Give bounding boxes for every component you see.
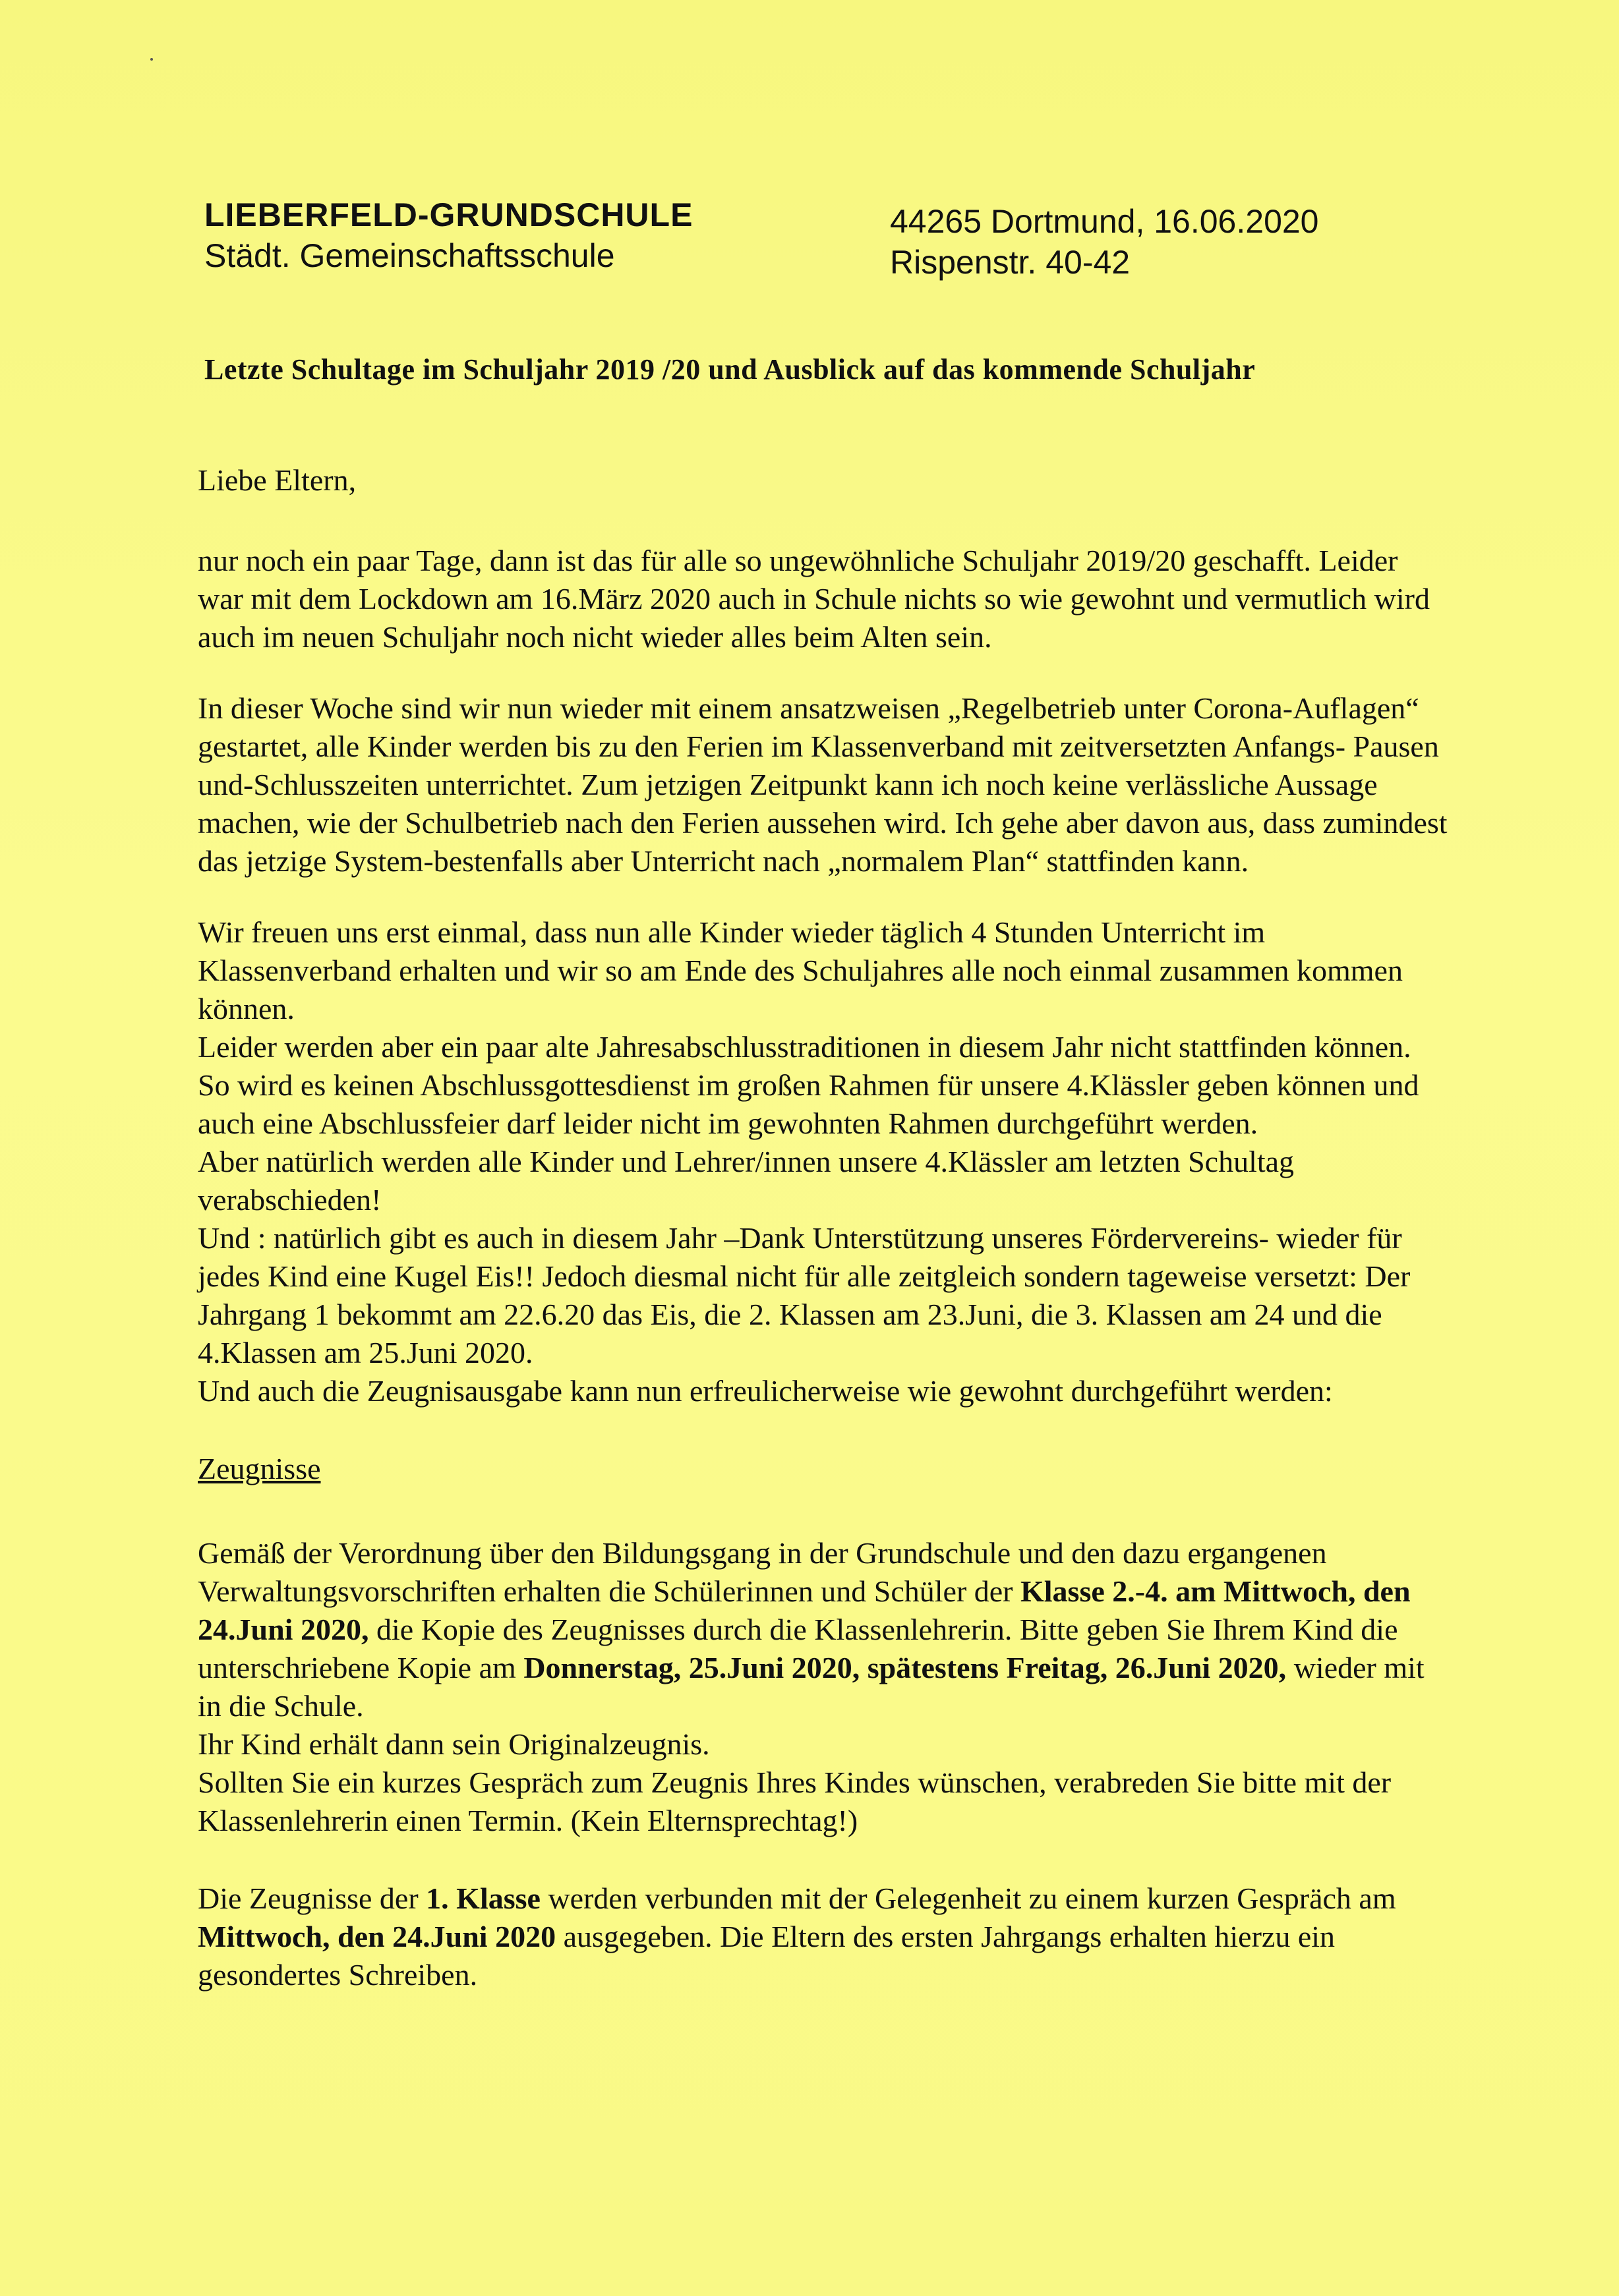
paragraph-erste-klasse bbox=[198, 1880, 1450, 1994]
text-span: Die Zeugnisse der bbox=[198, 1881, 427, 1915]
paragraph-verabschiedung: Aber natürlich werden alle Kinder und Lehrer/innen unsere 4.Klässler am letzten Schultag verabschieden! bbox=[198, 1145, 1295, 1217]
bold-date-klasse-1: Mittwoch, den 24.Juni 2020 bbox=[198, 1920, 556, 1953]
letter-headline: Letzte Schultage im Schuljahr 2019 /20 und Ausblick auf das kommende Schuljahr bbox=[204, 353, 1256, 386]
place-date: 44265 Dortmund, 16.06.2020 bbox=[890, 203, 1319, 240]
scan-speck bbox=[150, 58, 153, 61]
address-block bbox=[890, 201, 1319, 283]
school-name: LIEBERFELD-GRUNDSCHULE bbox=[204, 196, 693, 233]
street: Rispenstr. 40-42 bbox=[890, 244, 1131, 281]
text-span: wieder mit in die Schule. bbox=[198, 1651, 1425, 1723]
paragraph-group-zeugnisse bbox=[198, 1534, 1450, 1840]
paragraph-gottesdienst: So wird es keinen Abschlussgottesdienst im großen Rahmen für unsere 4.Klässler geben können und auch eine Abschlussfeier darf leider nicht im gewohnten Rahmen durchgeführt werden. bbox=[198, 1068, 1419, 1140]
school-block bbox=[204, 194, 693, 276]
text-span: die Kopie des Zeugnisses durch die Klassenlehrerin. Bitte geben Sie Ihrem Kind die unterschriebene Kopie am bbox=[198, 1613, 1398, 1684]
text-span: Gemäß der Verordnung über den Bildungsgang in der Grundschule und den dazu ergangenen Verwaltungsvorschriften erhalten die Schülerinnen und Schüler der bbox=[198, 1536, 1327, 1608]
paragraph-traditionen: Leider werden aber ein paar alte Jahresabschlusstraditionen in diesem Jahr nicht stattfinden können. bbox=[198, 1030, 1411, 1064]
text-span: ausgegeben. Die Eltern des ersten Jahrgangs erhalten hierzu ein gesondertes Schreiben. bbox=[198, 1920, 1336, 1992]
paragraph-zeugnisausgabe: Und auch die Zeugnisausgabe kann nun erfreulicherweise wie gewohnt durchgeführt werden: bbox=[198, 1374, 1333, 1408]
paragraph-group-traditions bbox=[198, 913, 1450, 1410]
paragraph-originalzeugnis: Ihr Kind erhält dann sein Originalzeugnis. bbox=[198, 1727, 710, 1761]
paragraph-verordnung bbox=[198, 1534, 1450, 1725]
bold-date-klasse-2-4: Klasse 2.-4. am Mittwoch, den 24.Juni 2020, bbox=[198, 1574, 1411, 1646]
text-span: werden verbunden mit der Gelegenheit zu einem kurzen Gespräch am bbox=[540, 1881, 1396, 1915]
paragraph-regelbetrieb: In dieser Woche sind wir nun wieder mit einem ansatzweisen „Regelbetrieb unter Corona-Auflagen“ gestartet, alle Kinder werden bis zu den Ferien im Klassenverband mit zeitversetzten Anfangs- Pausen und-Schlusszeiten unterrichtet. Zum jetzigen Zeitpunkt kann ich noch keine verlässliche Aussage machen, wie der Schulbetrieb nach den Ferien aussehen wird. Ich gehe aber davon aus, dass zumindest das jetzige System-bestenfalls aber Unterricht nach „normalem Plan“ stattfinden kann. bbox=[198, 691, 1448, 878]
paragraph-eis: Und : natürlich gibt es auch in diesem Jahr –Dank Unterstützung unseres Fördervereins- wieder für jedes Kind eine Kugel Eis!! Jedoch diesmal nicht für alle zeitgleich sondern tageweise versetzt: Der Jahrgang 1 bekommt am 22.6.20 das Eis, die 2. Klassen am 23.Juni, die 3. Klassen am 24 und die 4.Klassen am 25.Juni 2020. bbox=[198, 1221, 1411, 1369]
section-title-zeugnisse: Zeugnisse bbox=[198, 1452, 321, 1485]
bold-date-return: Donnerstag, 25.Juni 2020, spätestens Freitag, 26.Juni 2020, bbox=[523, 1651, 1287, 1684]
bold-klasse-1: 1. Klasse bbox=[426, 1881, 541, 1915]
paragraph-unterricht: Wir freuen uns erst einmal, dass nun alle Kinder wieder täglich 4 Stunden Unterricht im Klassenverband erhalten und wir so am Ende des Schuljahres alle noch einmal zusammen kommen können. bbox=[198, 915, 1403, 1025]
letter-body bbox=[198, 461, 1450, 2027]
paragraph-gespraech: Sollten Sie ein kurzes Gespräch zum Zeugnis Ihres Kindes wünschen, verabreden Sie bitte mit der Klassenlehrerin einen Termin. (Kein Elternsprechtag!) bbox=[198, 1765, 1392, 1837]
school-type: Städt. Gemeinschaftsschule bbox=[204, 237, 615, 274]
salutation: Liebe Eltern, bbox=[198, 463, 357, 497]
paragraph-intro: nur noch ein paar Tage, dann ist das für alle so ungewöhnliche Schuljahr 2019/20 geschafft. Leider war mit dem Lockdown am 16.März 2020 auch in Schule nichts so wie gewohnt und vermutlich wird auch im neuen Schuljahr noch nicht wieder alles beim Alten sein. bbox=[198, 544, 1430, 654]
